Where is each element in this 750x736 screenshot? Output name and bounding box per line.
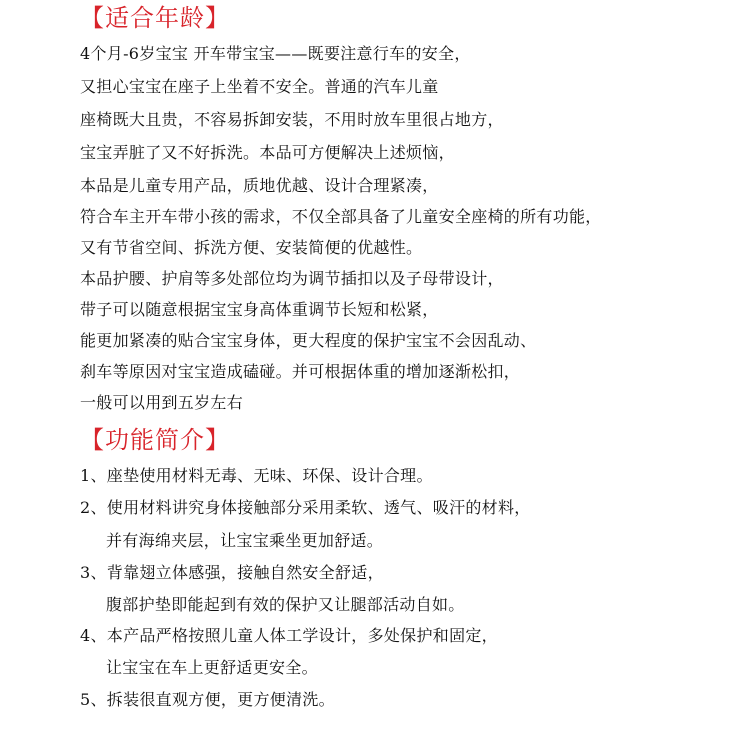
age-line-12: 一般可以用到五岁左右 [80,393,244,412]
feature-line-4: 3、背靠翅立体感强，接触自然安全舒适， [80,563,384,582]
age-line-10: 能更加紧凑的贴合宝宝身体，更大程度的保护宝宝不会因乱动、 [80,331,537,350]
age-line-1: 4个月-6岁宝宝 开车带宝宝——既要注意行车的安全， [80,44,471,63]
feature-line-8: 5、拆装很直观方便，更方便清洗。 [80,690,335,709]
feature-line-7: 让宝宝在车上更舒适更安全。 [106,658,318,677]
age-line-4: 宝宝弄脏了又不好拆洗。本品可方便解决上述烦恼， [80,143,455,162]
feature-line-2: 2、使用材料讲究身体接触部分采用柔软、透气、吸汗的材料， [80,498,531,517]
age-line-11: 刹车等原因对宝宝造成磕碰。并可根据体重的增加逐渐松扣， [80,362,521,381]
feature-line-1: 1、座垫使用材料无毒、无味、环保、设计合理。 [80,466,433,485]
feature-line-3: 并有海绵夹层，让宝宝乘坐更加舒适。 [106,531,384,550]
age-line-9: 带子可以随意根据宝宝身高体重调节长短和松紧， [80,300,439,319]
feature-line-5: 腹部护垫即能起到有效的保护又让腿部活动自如。 [106,595,465,614]
age-line-3: 座椅既大且贵，不容易拆卸安装，不用时放车里很占地方， [80,110,504,129]
features-section-heading: 【功能简介】 [80,426,230,454]
age-line-8: 本品护腰、护肩等多处部位均为调节插扣以及子母带设计， [80,269,504,288]
age-line-6: 符合车主开车带小孩的需求，不仅全部具备了儿童安全座椅的所有功能， [80,207,602,226]
age-section-heading: 【适合年龄】 [80,4,230,32]
feature-line-6: 4、本产品严格按照儿童人体工学设计，多处保护和固定， [80,626,498,645]
age-line-2: 又担心宝宝在座子上坐着不安全。普通的汽车儿童 [80,77,439,96]
age-line-7: 又有节省空间、拆洗方便、安装简便的优越性。 [80,238,423,257]
age-line-5: 本品是儿童专用产品，质地优越、设计合理紧凑， [80,176,439,195]
